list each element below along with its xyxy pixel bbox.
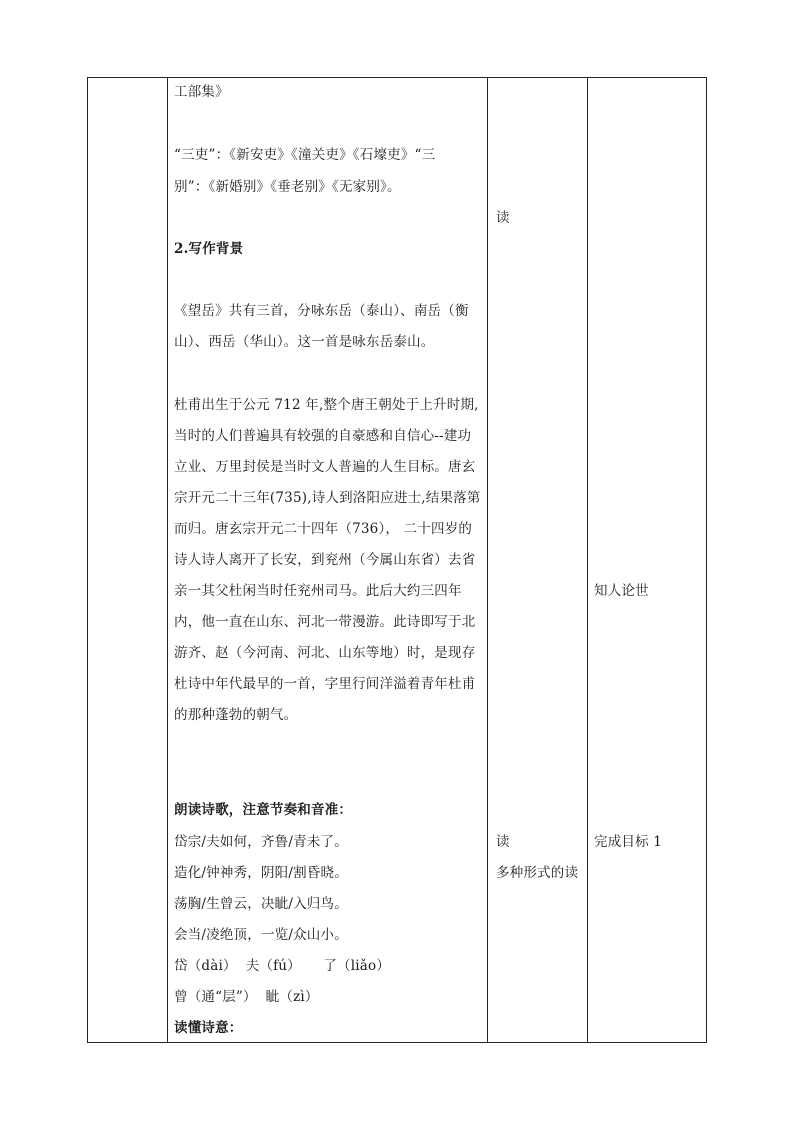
text-line: 内，他一直在山东、河北一带漫游。此诗即写于北 — [174, 614, 476, 630]
activity-read-forms: 多种形式的读 — [496, 865, 579, 881]
text-line: 诗人诗人离开了长安，到兖州（今属山东省）去省 — [174, 552, 476, 568]
poem-line: 会当/凌绝顶，一览/众山小。 — [174, 927, 348, 943]
pinyin-line: 岱（dài） 夫（fú） 了（liǎo） — [174, 958, 391, 974]
section-heading-meaning: 读懂诗意： — [174, 1020, 243, 1036]
poem-line: 荡胸/生曾云，决眦/入归鸟。 — [174, 896, 348, 912]
column-divider-1 — [167, 77, 168, 1043]
text-line: 立业、万里封侯是当时文人普遍的人生目标。唐玄 — [174, 459, 476, 475]
text-line: 工部集》 — [174, 84, 229, 100]
text-line: 山）、西岳（华山）。这一首是咏东岳泰山。 — [174, 334, 435, 350]
table-top-border — [87, 77, 707, 78]
poem-line: 造化/钟神秀，阴阳/割昏晓。 — [174, 865, 348, 881]
column-divider-3 — [587, 77, 588, 1043]
text-line: 而归。唐玄宗开元二十四年（736）， 二十四岁的 — [174, 521, 473, 537]
pinyin-line: 曾（通“层”） 眦（zì） — [174, 989, 319, 1005]
text-line: 当时的人们普遍具有较强的自豪感和自信心--建功 — [174, 428, 472, 444]
table-left-border — [87, 77, 88, 1043]
text-line: 宗开元二十三年(735),诗人到洛阳应进士,结果落第 — [174, 490, 481, 506]
table-bottom-border — [87, 1042, 707, 1043]
poem-line: 岱宗/夫如何，齐鲁/青未了。 — [174, 834, 348, 850]
column-divider-2 — [487, 77, 488, 1043]
text-line: 《望岳》共有三首，分咏东岳（泰山）、南岳（衡 — [174, 303, 469, 319]
text-line: 杜诗中年代最早的一首，字里行间洋溢着青年杜甫 — [174, 676, 476, 692]
purpose-item: 知人论世 — [594, 583, 649, 599]
text-line: “三吏”：《新安吏》《潼关吏》《石壕吏》“三 — [174, 147, 436, 163]
table-right-border — [706, 77, 707, 1043]
section-heading-background: 2.写作背景 — [174, 241, 244, 257]
text-line: 别”：《新婚别》《垂老别》《无家别》。 — [174, 179, 401, 195]
activity-read: 读 — [496, 210, 510, 226]
text-line: 杜甫出生于公元 712 年,整个唐王朝处于上升时期, — [174, 397, 479, 413]
text-line: 的那种蓬勃的朝气。 — [174, 707, 298, 723]
purpose-item: 完成目标 1 — [594, 834, 663, 850]
section-heading-reading: 朗读诗歌，注意节奏和音准： — [174, 802, 353, 818]
activity-read: 读 — [496, 834, 510, 850]
text-line: 游齐、赵（今河南、河北、山东等地）时，是现存 — [174, 645, 476, 661]
text-line: 亲一其父杜闲当时任兖州司马。此后大约三四年 — [174, 583, 462, 599]
